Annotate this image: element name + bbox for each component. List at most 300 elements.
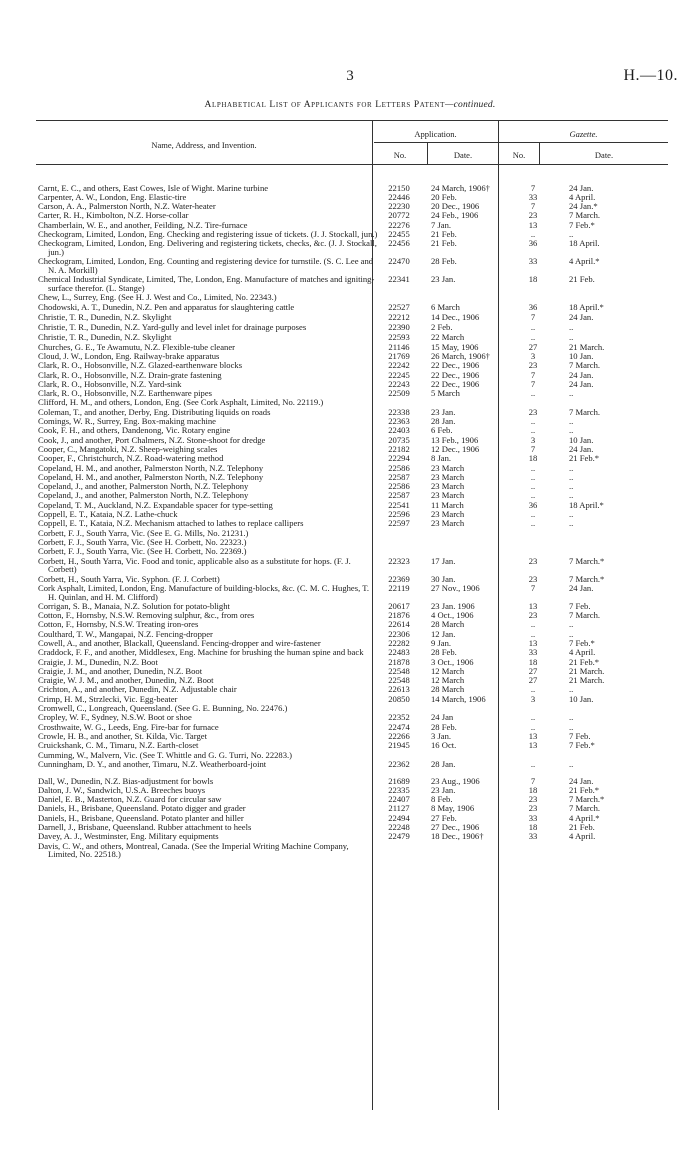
applicant-entry: Craigie, J. M., Dunedin, N.Z. Boot xyxy=(38,656,158,667)
applicant-entry: Cruickshank, C. M., Timaru, N.Z. Earth-closet xyxy=(38,740,199,751)
gazette-number: 27 xyxy=(528,675,538,686)
column-header-gazette: Gazette. xyxy=(569,129,598,139)
table-row xyxy=(38,751,668,760)
application-date: 28 March xyxy=(431,619,465,630)
applicant-entry: Christie, T. R., Dunedin, N.Z. Yard-gully and level inlet for drainage purposes xyxy=(38,321,307,332)
table-row xyxy=(38,685,668,694)
gazette-number: 7 xyxy=(530,775,536,786)
gazette-date: 24 Jan. xyxy=(569,182,594,193)
gazette-date: 21 March. xyxy=(569,665,605,676)
application-date: 23 Jan. xyxy=(431,406,456,417)
applicant-entry: Copeland, J., and another, Palmerston North, N.Z. Telephony xyxy=(38,490,249,501)
application-date: 14 March, 1906 xyxy=(431,693,486,704)
table-row xyxy=(38,741,668,750)
gazette-number: 33 xyxy=(528,831,538,842)
gazette-date: .. xyxy=(569,712,574,723)
application-number: 22362 xyxy=(388,758,410,769)
table-row xyxy=(38,777,668,786)
gazette-number: .. xyxy=(530,462,536,473)
gazette-date: .. xyxy=(569,388,574,399)
gazette-number: 7 xyxy=(530,443,536,454)
applicant-entry: Dall, W., Dunedin, N.Z. Bias-adjustment for bowls xyxy=(38,775,214,786)
table-subheader-rule xyxy=(374,142,668,143)
application-date: 12 March xyxy=(431,675,465,686)
gazette-date: 24 Jan.* xyxy=(569,201,598,212)
table-row xyxy=(38,648,668,657)
gazette-number: 18 xyxy=(528,453,538,464)
gazette-date: 18 April.* xyxy=(569,301,604,312)
gazette-date: 24 Jan. xyxy=(569,443,594,454)
gazette-number: .. xyxy=(530,229,536,240)
gazette-number: 33 xyxy=(528,647,538,658)
table-row xyxy=(38,491,668,500)
gazette-number: 27 xyxy=(528,341,538,352)
gazette-number: .. xyxy=(530,684,536,695)
application-number: 22614 xyxy=(388,619,410,630)
application-number: 22587 xyxy=(388,471,410,482)
gazette-date: 4 April.* xyxy=(569,812,600,823)
column-header-gazette-date: Date. xyxy=(594,150,614,160)
table-row xyxy=(38,257,668,274)
application-date: 22 Dec., 1906 xyxy=(431,378,480,389)
document-code: H.—10. xyxy=(623,67,678,84)
applicant-entry: Chemical Industrial Syndicate, Limited, The, London, Eng. Manufacture of matches and igniting-surface therefor. (L. Stange) xyxy=(38,274,375,294)
application-date: 23 March xyxy=(431,490,465,501)
table-row xyxy=(38,361,668,370)
application-number: 22455 xyxy=(388,229,410,240)
application-number: 20735 xyxy=(388,434,410,445)
applicant-entry: Coppell, E. T., Kataia, N.Z. Lathe-chuck xyxy=(38,509,178,520)
gazette-date: .. xyxy=(569,321,574,332)
applicant-entry: Christie, T. R., Dunedin, N.Z. Skylight xyxy=(38,312,172,323)
applicant-entry: Cook, F. H., and others, Dandenong, Vic. Rotary engine xyxy=(38,425,231,436)
applicant-entry: Christie, T. R., Dunedin, N.Z. Skylight xyxy=(38,332,172,343)
table-row xyxy=(38,454,668,463)
applicant-entry: Corbett, F. J., South Yarra, Vic. (See H. Corbett, No. 22369.) xyxy=(38,546,247,557)
application-number: 22509 xyxy=(388,388,410,399)
gazette-number: .. xyxy=(530,721,536,732)
applicant-entry: Cowell, A., and another, Blackall, Queensland. Fencing-dropper and wire-fastener xyxy=(38,637,321,648)
gazette-number: .. xyxy=(530,628,536,639)
application-number: 22150 xyxy=(388,182,410,193)
gazette-number: 23 xyxy=(528,555,538,566)
table-row xyxy=(38,557,668,574)
gazette-date: 4 April.* xyxy=(569,256,600,267)
gazette-number: 18 xyxy=(528,656,538,667)
application-date: 27 Dec., 1906 xyxy=(431,822,480,833)
application-number: 22294 xyxy=(388,453,410,464)
applicant-entry: Cooper, F., Christchurch, N.Z. Road-watering method xyxy=(38,453,224,464)
application-number: 22276 xyxy=(388,219,410,230)
table-row xyxy=(38,275,668,292)
application-date: 3 Oct., 1906 xyxy=(431,656,474,667)
applicant-entry: Cotton, F., Hornsby, N.S.W. Removing sulphur, &c., from ores xyxy=(38,610,255,621)
application-date: 22 Dec., 1906 xyxy=(431,369,480,380)
column-header-app-date: Date. xyxy=(453,150,473,160)
application-number: 22483 xyxy=(388,647,410,658)
application-date: 12 March xyxy=(431,665,465,676)
applicant-entry: Corrigan, S. B., Manaia, N.Z. Solution for potato-blight xyxy=(38,600,230,611)
applicant-entry: Cumming, W., Malvern, Vic. (See T. Whittle and G. G. Turri, No. 22283.) xyxy=(38,749,293,760)
applicant-entry: Comings, W. R., Surrey, Eng. Box-making machine xyxy=(38,416,216,427)
applicant-entry: Carpenter, A. W., London, Eng. Elastic-tire xyxy=(38,191,187,202)
page-number: 3 xyxy=(346,68,354,84)
applicant-entry: Copeland, T. M., Auckland, N.Z. Expandable spacer for type-setting xyxy=(38,499,273,510)
table-row xyxy=(38,760,668,769)
table-row xyxy=(38,464,668,473)
applicant-entry: Cropley, W. F., Sydney, N.S.W. Boot or shoe xyxy=(38,712,192,723)
applicant-entry: Crichton, A., and another, Dunedin, N.Z. Adjustable chair xyxy=(38,684,237,695)
applicant-entry: Churches, G. E., Te Awamutu, N.Z. Flexible-tube cleaner xyxy=(38,341,236,352)
gazette-number: .. xyxy=(530,471,536,482)
gazette-number: .. xyxy=(530,490,536,501)
application-date: 2 Feb. xyxy=(431,321,453,332)
gazette-date: .. xyxy=(569,619,574,630)
gazette-date: 7 March.* xyxy=(569,794,605,805)
applicant-entry: Clark, R. O., Hobsonville, N.Z. Earthenware pipes xyxy=(38,388,212,399)
gazette-number: 18 xyxy=(528,784,538,795)
application-number: 22352 xyxy=(388,712,410,723)
gazette-number: 36 xyxy=(528,238,538,249)
gazette-date: 7 March. xyxy=(569,210,601,221)
application-date: 6 Feb. xyxy=(431,425,453,436)
table-row xyxy=(38,832,668,841)
gazette-date: .. xyxy=(569,229,574,240)
application-date: 24 Jan xyxy=(431,712,454,723)
application-number: 22182 xyxy=(388,443,410,454)
table-row xyxy=(38,211,668,220)
application-date: 17 Jan. xyxy=(431,555,456,566)
application-date: 28 Jan. xyxy=(431,416,456,427)
application-number: 22245 xyxy=(388,369,410,380)
gazette-number: 18 xyxy=(528,822,538,833)
application-number: 22341 xyxy=(388,274,410,285)
gazette-number: .. xyxy=(530,712,536,723)
application-date: 11 March xyxy=(431,499,464,510)
applicant-entry: Craddock, F. F., and another, Middlesex, Eng. Machine for brushing the human spine and back xyxy=(38,647,364,658)
application-number: 22369 xyxy=(388,573,410,584)
gazette-date: 7 March. xyxy=(569,803,601,814)
applicant-entry: Coleman, T., and another, Derby, Eng. Distributing liquids on roads xyxy=(38,406,271,417)
application-number: 22212 xyxy=(388,312,410,323)
gazette-number: .. xyxy=(530,388,536,399)
application-number: 22403 xyxy=(388,425,410,436)
application-date: 27 Feb. xyxy=(431,812,457,823)
application-number: 22266 xyxy=(388,730,410,741)
applicant-entry: Carson, A. A., Palmerston North, N.Z. Water-heater xyxy=(38,201,216,212)
applicant-entry: Corbett, H., South Yarra, Vic. Syphon. (F. J. Corbett) xyxy=(38,573,220,584)
application-number: 20850 xyxy=(388,693,410,704)
application-date: 28 Feb. xyxy=(431,256,457,267)
application-number: 20772 xyxy=(388,210,410,221)
table-top-rule xyxy=(36,120,668,121)
applicant-entry: Daniel, E. B., Masterton, N.Z. Guard for circular saw xyxy=(38,794,222,805)
application-number: 21769 xyxy=(388,350,410,361)
applicant-entry: Darnell, J., Brisbane, Queensland. Rubber attachment to heels xyxy=(38,822,252,833)
column-header-application: Application. xyxy=(414,129,457,139)
application-date: 21 Feb. xyxy=(431,229,457,240)
applicant-entry: Corbett, F. J., South Yarra, Vic. (See H. Corbett, No. 22323.) xyxy=(38,536,247,547)
applicant-list xyxy=(38,183,668,859)
application-number: 21876 xyxy=(388,610,410,621)
application-number: 21127 xyxy=(388,803,410,814)
gazette-number: 23 xyxy=(528,360,538,371)
application-date: 8 May, 1906 xyxy=(431,803,475,814)
application-date: 23 Jan. 1906 xyxy=(431,600,475,611)
applicant-entry: Dalton, J. W., Sandwich, U.S.A. Breeches buoys xyxy=(38,784,206,795)
table-row xyxy=(38,547,668,556)
gazette-number: 36 xyxy=(528,499,538,510)
gazette-number: 23 xyxy=(528,573,538,584)
table-row xyxy=(38,575,668,584)
application-date: 15 May, 1906 xyxy=(431,341,479,352)
application-date: 4 Oct., 1906 xyxy=(431,610,474,621)
application-number: 21146 xyxy=(388,341,410,352)
gazette-number: 7 xyxy=(530,369,536,380)
application-number: 22306 xyxy=(388,628,410,639)
application-date: 23 March xyxy=(431,518,465,529)
gazette-date: .. xyxy=(569,721,574,732)
applicant-entry: Cromwell, C., Longreach, Queensland. (See G. E. Bunning, No. 22476.) xyxy=(38,703,288,714)
table-row xyxy=(38,184,668,193)
gazette-date: 24 Jan. xyxy=(569,775,594,786)
gazette-date: .. xyxy=(569,332,574,343)
gazette-number: 7 xyxy=(530,582,536,593)
applicant-entry: Chamberlain, W. E., and another, Feilding, N.Z. Tire-furnace xyxy=(38,219,248,230)
application-date: 6 March xyxy=(431,301,460,312)
application-number: 22474 xyxy=(388,721,410,732)
application-number: 22541 xyxy=(388,499,410,510)
application-date: 23 Jan. xyxy=(431,784,456,795)
gazette-number: 13 xyxy=(528,740,538,751)
application-number: 22548 xyxy=(388,675,410,686)
gazette-number: 13 xyxy=(528,600,538,611)
gazette-date: .. xyxy=(569,509,574,520)
application-date: 5 March xyxy=(431,388,460,399)
gazette-number: .. xyxy=(530,416,536,427)
applicant-entry: Checkogram, Limited, London, Eng. Checking and registering issue of tickets. (J. J. Stockall, jun.) xyxy=(38,229,378,240)
gazette-date: 4 April. xyxy=(569,647,596,658)
gazette-number: 36 xyxy=(528,301,538,312)
applicant-entry: Craigie, W. J. M., and another, Dunedin, N.Z. Boot xyxy=(38,675,214,686)
gazette-number: 27 xyxy=(528,665,538,676)
applicant-entry: Checkogram, Limited, London, Eng. Counting and registering device for turnstile. (S. C. Lee and N. A. Morkill) xyxy=(38,256,374,276)
table-row xyxy=(38,323,668,332)
application-number: 22456 xyxy=(388,238,410,249)
gazette-number: 7 xyxy=(530,378,536,389)
gazette-date: .. xyxy=(569,416,574,427)
gazette-number: 13 xyxy=(528,219,538,230)
gazette-date: 7 Feb.* xyxy=(569,740,595,751)
application-number: 22242 xyxy=(388,360,410,371)
applicant-entry: Coulthard, T. W., Mangapai, N.Z. Fencing-dropper xyxy=(38,628,213,639)
gazette-date: 21 Feb.* xyxy=(569,784,600,795)
gazette-number: .. xyxy=(530,425,536,436)
gazette-date: 4 April. xyxy=(569,191,596,202)
applicant-entry: Crowle, H. B., and another, St. Kilda, Vic. Target xyxy=(38,730,207,741)
gazette-number: 33 xyxy=(528,256,538,267)
application-number: 21945 xyxy=(388,740,410,751)
gazette-date: .. xyxy=(569,462,574,473)
application-number: 22119 xyxy=(388,582,410,593)
application-number: 22593 xyxy=(388,332,410,343)
gazette-number: 23 xyxy=(528,794,538,805)
application-date: 22 Dec., 1906 xyxy=(431,360,480,371)
application-date: 8 Jan. xyxy=(431,453,452,464)
gazette-number: .. xyxy=(530,321,536,332)
application-date: 23 March xyxy=(431,471,465,482)
table-row xyxy=(38,842,668,859)
application-date: 13 Feb., 1906 xyxy=(431,434,479,445)
table-row xyxy=(38,371,668,380)
applicant-entry: Clark, R. O., Hobsonville, N.Z. Glazed-earthenware blocks xyxy=(38,360,243,371)
table-row xyxy=(38,658,668,667)
application-date: 23 March xyxy=(431,462,465,473)
gazette-date: 7 March. xyxy=(569,360,601,371)
gazette-number: 23 xyxy=(528,610,538,621)
gazette-date: 21 Feb.* xyxy=(569,453,600,464)
application-number: 22248 xyxy=(388,822,410,833)
applicant-entry: Copeland, H. M., and another, Palmerston North, N.Z. Telephony xyxy=(38,471,264,482)
gazette-number: 7 xyxy=(530,312,536,323)
application-number: 22338 xyxy=(388,406,410,417)
applicant-entry: Clark, R. O., Hobsonville, N.Z. Yard-sink xyxy=(38,378,182,389)
application-date: 28 March xyxy=(431,684,465,695)
applicant-entry: Cloud, J. W., London, Eng. Railway-brake apparatus xyxy=(38,350,220,361)
applicant-entry: Clifford, H. M., and others, London, Eng. (See Cork Asphalt, Limited, No. 22119.) xyxy=(38,397,324,408)
gazette-date: 4 April. xyxy=(569,831,596,842)
applicant-entry: Carnt, E. C., and others, East Cowes, Isle of Wight. Marine turbine xyxy=(38,182,269,193)
applicant-entry: Coppell, E. T., Kataia, N.Z. Mechanism attached to lathes to replace callipers xyxy=(38,518,304,529)
gazette-date: 24 Jan. xyxy=(569,582,594,593)
application-date: 7 Jan. xyxy=(431,219,452,230)
gazette-date: .. xyxy=(569,481,574,492)
table-row xyxy=(38,313,668,322)
applicant-entry: Copeland, J., and another, Palmerston North, N.Z. Telephony xyxy=(38,481,249,492)
applicant-entry: Cook, J., and another, Port Chalmers, N.Z. Stone-shoot for dredge xyxy=(38,434,266,445)
gazette-date: 7 March. xyxy=(569,610,601,621)
applicant-entry: Daniels, H., Brisbane, Queensland. Potato planter and hiller xyxy=(38,812,244,823)
application-number: 22446 xyxy=(388,191,410,202)
applicant-entry: Craigie, J. M., and another, Dunedin, N.Z. Boot xyxy=(38,665,203,676)
table-row xyxy=(38,620,668,629)
gazette-date: .. xyxy=(569,628,574,639)
application-number: 22335 xyxy=(388,784,410,795)
application-date: 14 Dec., 1906 xyxy=(431,312,480,323)
gazette-date: 21 Feb. xyxy=(569,822,595,833)
applicant-entry: Daniels, H., Brisbane, Queensland. Potato digger and grader xyxy=(38,803,246,814)
gazette-number: .. xyxy=(530,481,536,492)
gazette-date: .. xyxy=(569,684,574,695)
gazette-number: 13 xyxy=(528,730,538,741)
application-number: 22230 xyxy=(388,201,410,212)
gazette-number: .. xyxy=(530,619,536,630)
application-number: 22587 xyxy=(388,490,410,501)
list-title-text: Alphabetical List of Applicants for Letters Patent xyxy=(204,100,445,110)
gazette-number: .. xyxy=(530,332,536,343)
gazette-number: .. xyxy=(530,518,536,529)
application-number: 22363 xyxy=(388,416,410,427)
application-number: 22407 xyxy=(388,794,410,805)
application-number: 22527 xyxy=(388,301,410,312)
application-date: 21 Feb. xyxy=(431,238,457,249)
application-date: 27 Nov., 1906 xyxy=(431,582,480,593)
gazette-date: 10 Jan. xyxy=(569,693,594,704)
applicant-entry: Cotton, F., Hornsby, N.S.W. Treating iron-ores xyxy=(38,619,199,630)
gazette-date: 7 March. xyxy=(569,406,601,417)
application-number: 21878 xyxy=(388,656,410,667)
gazette-date: 18 April.* xyxy=(569,499,604,510)
gazette-number: 23 xyxy=(528,406,538,417)
application-number: 22470 xyxy=(388,256,410,267)
gazette-number: 33 xyxy=(528,191,538,202)
application-date: 23 March xyxy=(431,509,465,520)
gazette-date: .. xyxy=(569,758,574,769)
gazette-number: .. xyxy=(530,509,536,520)
application-number: 22479 xyxy=(388,831,410,842)
table-row xyxy=(38,519,668,528)
gazette-number: 3 xyxy=(530,434,536,445)
gazette-date: 24 Jan. xyxy=(569,312,594,323)
gazette-number: 13 xyxy=(528,637,538,648)
application-number: 22586 xyxy=(388,462,410,473)
applicant-entry: Crimp, H. M., Strzlecki, Vic. Egg-beater xyxy=(38,693,178,704)
application-date: 18 Dec., 1906† xyxy=(431,831,484,842)
application-number: 22597 xyxy=(388,518,410,529)
application-number: 22390 xyxy=(388,321,410,332)
applicant-entry: Chew, L., Surrey, Eng. (See H. J. West and Co., Limited, No. 22343.) xyxy=(38,292,277,303)
table-row xyxy=(38,398,668,407)
table-row xyxy=(38,804,668,813)
application-number: 22596 xyxy=(388,509,410,520)
application-date: 9 Jan. xyxy=(431,637,452,648)
application-number: 20617 xyxy=(388,600,410,611)
applicant-entry: Davey, A. J., Westminster, Eng. Military equipments xyxy=(38,831,219,842)
gazette-number: 23 xyxy=(528,803,538,814)
gazette-number: 18 xyxy=(528,274,538,285)
application-date: 12 Jan. xyxy=(431,628,456,639)
list-title-suffix: —continued. xyxy=(444,100,496,110)
application-number: 22613 xyxy=(388,684,410,695)
application-date: 3 Jan. xyxy=(431,730,452,741)
application-date: 12 Dec., 1906 xyxy=(431,443,480,454)
application-number: 22548 xyxy=(388,665,410,676)
applicant-entry: Corbett, F. J., South Yarra, Vic. (See E. G. Mills, No. 21231.) xyxy=(38,527,249,538)
gazette-date: 24 Jan. xyxy=(569,378,594,389)
gazette-number: 3 xyxy=(530,693,536,704)
gazette-date: 21 Feb.* xyxy=(569,656,600,667)
applicant-entry: Chodowski, A. T., Dunedin, N.Z. Pen and apparatus for slaughtering cattle xyxy=(38,301,295,312)
gazette-date: 7 Feb.* xyxy=(569,219,595,230)
application-date: 26 March, 1906† xyxy=(431,350,490,361)
gazette-number: 23 xyxy=(528,210,538,221)
gazette-date: .. xyxy=(569,471,574,482)
application-number: 22282 xyxy=(388,637,410,648)
applicant-entry: Cunningham, D. Y., and another, Timaru, N.Z. Weatherboard-joint xyxy=(38,758,267,769)
gazette-date: 21 March. xyxy=(569,341,605,352)
table-row xyxy=(38,293,668,302)
applicant-entry: Checkogram, Limited, London, Eng. Delivering and registering tickets, checks, &c. (J. J. Stockall, jun.) xyxy=(38,238,377,258)
application-date: 23 March xyxy=(431,481,465,492)
application-date: 23 Aug., 1906 xyxy=(431,775,480,786)
application-date: 30 Jan. xyxy=(431,573,456,584)
table-row xyxy=(38,426,668,435)
application-number: 22586 xyxy=(388,481,410,492)
application-number: 22494 xyxy=(388,812,410,823)
gazette-date: 7 March.* xyxy=(569,555,605,566)
applicant-entry: Corbett, H., South Yarra, Vic. Food and tonic, applicable also as a substitute for hops. (F. J. Corbett) xyxy=(38,555,351,575)
list-title xyxy=(0,100,700,110)
